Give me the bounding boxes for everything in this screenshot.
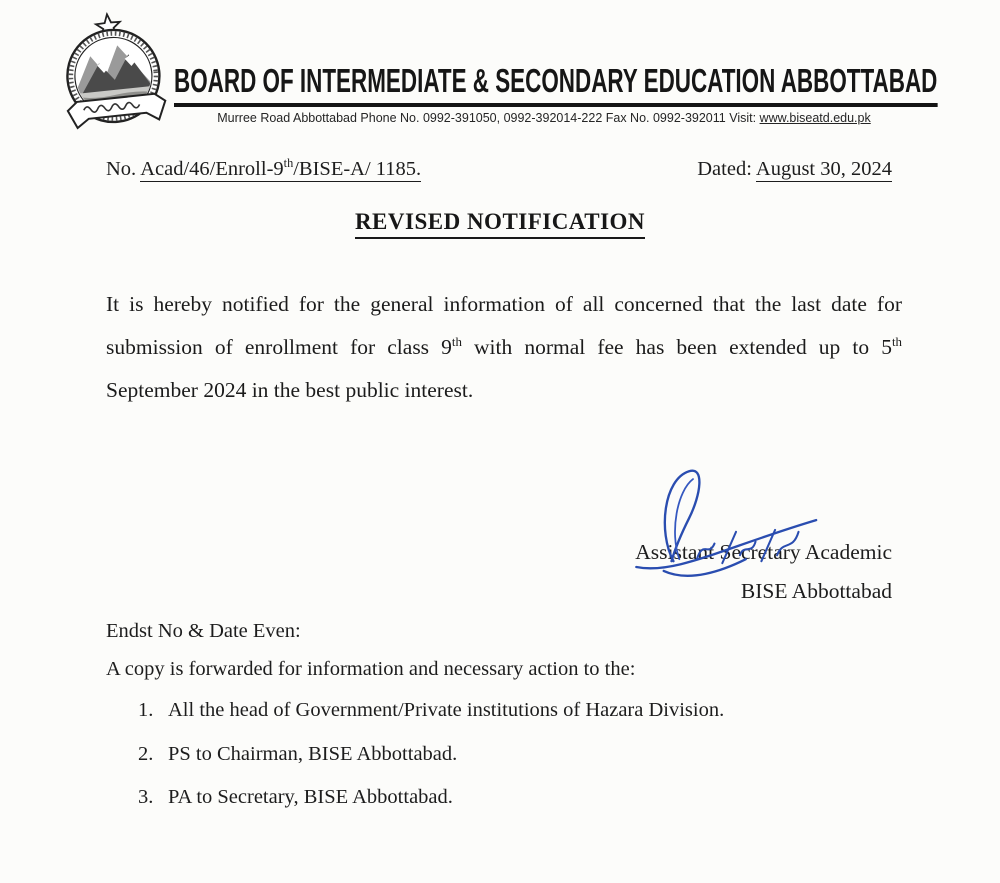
letterhead-text [174,12,954,125]
notification-title: REVISED NOTIFICATION [355,209,645,239]
cc-list [106,697,1000,812]
letterhead [0,0,1000,132]
address-text: Murree Road Abbottabad Phone No. 0992-391050, 0992-392014-222 Fax No. 0992-392011 Visit: [217,111,760,125]
cc-list-item: 2. PS to Chairman, BISE Abbottabad. [138,742,458,765]
letterhead-address [174,111,914,125]
website-link: www.biseatd.edu.pk [759,111,871,125]
signatory-organization: BISE Abbottabad [740,579,892,603]
reference-number: No. Acad/46/Enroll-9th/BISE-A/ 1185. [106,156,422,180]
endorsement-intro: A copy is forwarded for information and necessary action to the: [106,658,636,680]
dated-field [697,158,892,181]
dated-label: Dated: [697,158,756,180]
date-value: August 30, 2024 [755,158,892,180]
notification-title-wrap [0,209,1000,239]
endorsement-section [106,620,1000,812]
signature-block [0,540,892,604]
board-emblem-logo [52,7,174,138]
handwritten-signature-icon [607,458,822,593]
reference-label: No. [106,158,141,180]
cc-list-item: 1. All the head of Government/Private institutions of Hazara Division. [138,699,725,721]
signatory-title: Assistant Secretary Academic [635,540,892,564]
reference-row [106,158,892,181]
endorsement-heading: Endst No & Date Even: [106,620,301,642]
emblem-icon [52,7,174,140]
notification-body: It is hereby notified for the general information of all concerned that the last date for submission of enrollment for class 9th with normal fee has been extended up to 5th September 2024 in the best public interest. [106,292,902,402]
cc-list-item: 3. PA to Secretary, BISE Abbottabad. [138,786,453,809]
board-title: BOARD OF INTERMEDIATE & SECONDARY EDUCATION ABBOTTABAD [174,62,937,107]
